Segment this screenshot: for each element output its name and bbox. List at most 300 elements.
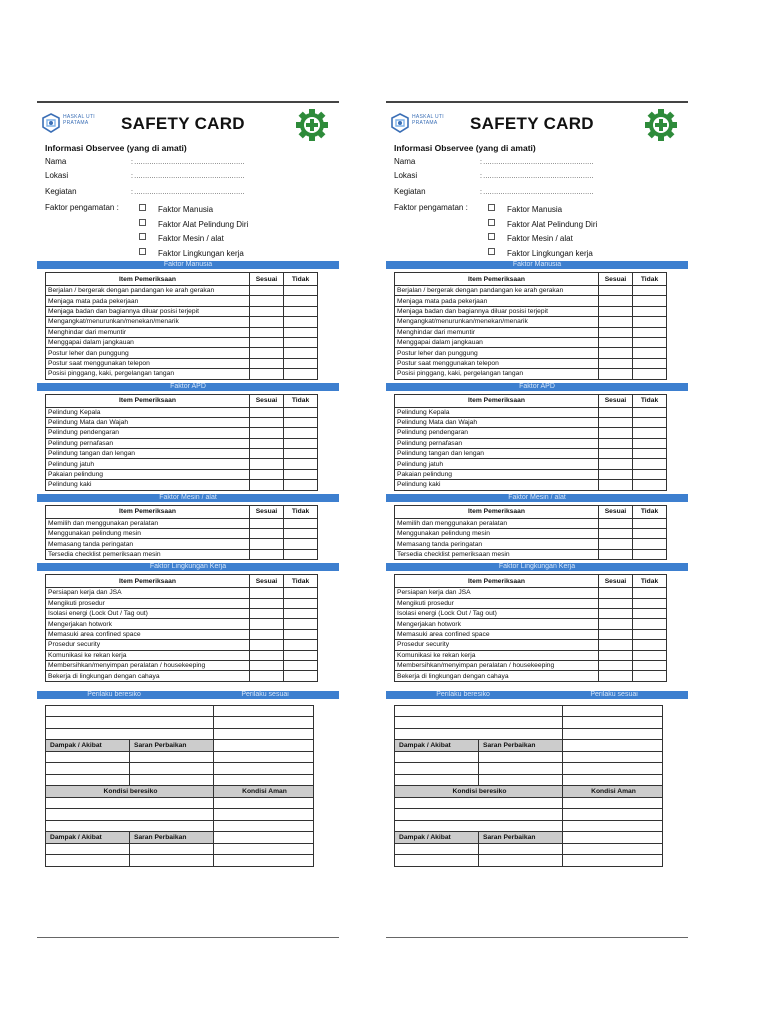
tidak-cell[interactable]	[633, 549, 667, 559]
sesuai-cell[interactable]	[599, 417, 633, 427]
table-row	[395, 286, 667, 296]
table-row	[46, 598, 318, 608]
tidak-cell[interactable]	[284, 286, 318, 296]
sesuai-cell[interactable]	[599, 480, 633, 490]
item-label: Pelindung pendengaran	[46, 428, 250, 438]
grid-cell[interactable]	[46, 855, 130, 867]
table-row	[395, 588, 667, 598]
sesuai-cell[interactable]	[599, 529, 633, 539]
grid-cell[interactable]	[395, 809, 563, 821]
table-row	[395, 650, 667, 660]
tidak-cell[interactable]	[284, 306, 318, 316]
sesuai-cell[interactable]	[250, 588, 284, 598]
checkbox-icon	[139, 219, 146, 226]
sesuai-cell[interactable]	[250, 438, 284, 448]
table-row	[395, 629, 667, 639]
sesuai-cell[interactable]	[250, 629, 284, 639]
checkbox-icon	[488, 233, 495, 240]
sesuai-cell[interactable]	[599, 296, 633, 306]
tidak-cell[interactable]	[633, 317, 667, 327]
field-lokasi[interactable]	[394, 171, 593, 180]
safety-card-left	[37, 101, 339, 938]
sesuai-cell[interactable]	[599, 469, 633, 479]
sesuai-cell[interactable]	[599, 619, 633, 629]
perilaku-beresiko-cell[interactable]	[46, 705, 214, 717]
tidak-cell[interactable]	[284, 317, 318, 327]
sesuai-cell[interactable]	[250, 407, 284, 417]
tidak-cell[interactable]	[633, 629, 667, 639]
col-item-header: Item Pemeriksaan	[395, 273, 599, 286]
tidak-cell[interactable]	[633, 348, 667, 358]
tidak-cell[interactable]	[284, 327, 318, 337]
table-row	[395, 518, 667, 528]
perilaku-sesuai-cell[interactable]	[563, 717, 663, 729]
sesuai-cell[interactable]	[599, 369, 633, 379]
sesuai-cell[interactable]	[599, 660, 633, 670]
grid-cell[interactable]	[479, 855, 563, 867]
table-row	[46, 348, 318, 358]
checkbox-label: Faktor Manusia	[507, 205, 563, 214]
tidak-cell[interactable]	[284, 438, 318, 448]
sesuai-cell[interactable]	[599, 317, 633, 327]
tidak-cell[interactable]	[633, 306, 667, 316]
item-label: Isolasi energi (Lock Out / Tag out)	[46, 608, 250, 618]
checkbox-icon	[488, 204, 495, 211]
tidak-cell[interactable]	[633, 369, 667, 379]
sesuai-cell[interactable]	[250, 619, 284, 629]
dampak-akibat-header: Dampak / Akibat	[395, 832, 479, 844]
item-label: Mengerjakan hotwork	[395, 619, 599, 629]
kondisi-aman-header: Kondisi Aman	[214, 786, 314, 798]
item-label: Pakaian pelindung	[395, 469, 599, 479]
table-row	[46, 629, 318, 639]
tidak-cell[interactable]	[284, 348, 318, 358]
tidak-cell[interactable]	[633, 469, 667, 479]
tidak-cell[interactable]	[284, 417, 318, 427]
col-tidak-header: Tidak	[633, 505, 667, 518]
perilaku-sesuai-cell[interactable]	[214, 728, 314, 740]
col-item-header: Item Pemeriksaan	[395, 394, 599, 407]
grid-cell[interactable]	[395, 797, 563, 809]
sesuai-cell[interactable]	[599, 348, 633, 358]
info-heading: Informasi Observee (yang di amati)	[394, 143, 536, 153]
item-label: Pakaian pelindung	[46, 469, 250, 479]
grid-cell[interactable]	[395, 820, 563, 832]
tidak-cell[interactable]	[633, 539, 667, 549]
sesuai-cell[interactable]	[250, 286, 284, 296]
tidak-cell[interactable]	[284, 358, 318, 368]
tidak-cell[interactable]	[633, 518, 667, 528]
grid-cell[interactable]	[130, 843, 214, 855]
grid-cell[interactable]	[46, 809, 214, 821]
perilaku-beresiko-label: Perilaku beresiko	[87, 690, 141, 698]
grid-cell[interactable]	[479, 774, 563, 786]
checkbox-faktor-mesin[interactable]	[139, 233, 224, 243]
grid-cell[interactable]	[130, 774, 214, 786]
sesuai-cell[interactable]	[250, 608, 284, 618]
item-label: Berjalan / bergerak dengan pandangan ke arah gerakan	[46, 286, 250, 296]
section-band: Faktor Mesin / alat	[386, 494, 688, 502]
sesuai-cell[interactable]	[599, 518, 633, 528]
grid-cell[interactable]	[46, 751, 130, 763]
perilaku-sesuai-cell[interactable]	[563, 705, 663, 717]
grid-cell[interactable]	[479, 751, 563, 763]
perilaku-beresiko-label: Perilaku beresiko	[436, 690, 490, 698]
tidak-cell[interactable]	[284, 629, 318, 639]
sesuai-cell[interactable]	[250, 529, 284, 539]
perilaku-sesuai-cell[interactable]	[563, 728, 663, 740]
grid-cell[interactable]	[563, 763, 663, 775]
col-sesuai-header: Sesuai	[250, 575, 284, 588]
col-item-header: Item Pemeriksaan	[395, 505, 599, 518]
checkbox-faktor-mesin[interactable]	[488, 233, 573, 243]
col-item-header: Item Pemeriksaan	[46, 273, 250, 286]
tidak-cell[interactable]	[284, 407, 318, 417]
col-item-header: Item Pemeriksaan	[46, 505, 250, 518]
sesuai-cell[interactable]	[250, 337, 284, 347]
sesuai-cell[interactable]	[599, 407, 633, 417]
perilaku-beresiko-cell[interactable]	[46, 728, 214, 740]
card-header	[37, 103, 339, 143]
checkbox-label: Faktor Manusia	[158, 205, 214, 214]
grid-cell[interactable]	[46, 820, 214, 832]
item-label: Tersedia checklist pemeriksaan mesin	[46, 549, 250, 559]
sesuai-cell[interactable]	[599, 337, 633, 347]
item-label: Menggunakan pelindung mesin	[395, 529, 599, 539]
tidak-cell[interactable]	[633, 438, 667, 448]
faktor-label: Faktor pengamatan :	[45, 203, 119, 212]
table-row	[395, 529, 667, 539]
table-row	[46, 549, 318, 559]
grid-cell[interactable]	[214, 832, 314, 844]
sesuai-cell[interactable]	[599, 671, 633, 681]
table-row	[395, 640, 667, 650]
item-label: Mengikuti prosedur	[395, 598, 599, 608]
sesuai-cell[interactable]	[599, 428, 633, 438]
item-label: Menjaga mata pada pekerjaan	[395, 296, 599, 306]
tidak-cell[interactable]	[284, 539, 318, 549]
field-label: Kegiatan	[45, 187, 77, 196]
grid-cell[interactable]	[563, 751, 663, 763]
tidak-cell[interactable]	[633, 407, 667, 417]
col-item-header: Item Pemeriksaan	[395, 575, 599, 588]
sesuai-cell[interactable]	[250, 480, 284, 490]
grid-cell[interactable]	[395, 751, 479, 763]
section-band: Faktor APD	[386, 383, 688, 391]
item-label: Menggapai dalam jangkauan	[395, 337, 599, 347]
sesuai-cell[interactable]	[250, 469, 284, 479]
table-header-row	[395, 575, 667, 588]
grid-cell[interactable]	[479, 843, 563, 855]
sesuai-cell[interactable]	[599, 306, 633, 316]
field-kegiatan[interactable]	[394, 187, 593, 196]
grid-cell[interactable]	[563, 843, 663, 855]
sesuai-cell[interactable]	[250, 660, 284, 670]
field-value: : ……………………………………………	[131, 159, 245, 166]
tidak-cell[interactable]	[633, 529, 667, 539]
tidak-cell[interactable]	[284, 619, 318, 629]
tidak-cell[interactable]	[633, 286, 667, 296]
table-header-row	[46, 505, 318, 518]
grid-cell[interactable]	[563, 797, 663, 809]
col-sesuai-header: Sesuai	[250, 394, 284, 407]
item-label: Pelindung Mata dan Wajah	[46, 417, 250, 427]
col-item-header: Item Pemeriksaan	[46, 575, 250, 588]
tidak-cell[interactable]	[284, 650, 318, 660]
sesuai-cell[interactable]	[250, 306, 284, 316]
sesuai-cell[interactable]	[599, 549, 633, 559]
tidak-cell[interactable]	[633, 588, 667, 598]
item-label: Postur leher dan punggung	[395, 348, 599, 358]
grid-cell[interactable]	[214, 740, 314, 752]
sesuai-cell[interactable]	[250, 459, 284, 469]
table-row	[395, 549, 667, 559]
sesuai-cell[interactable]	[599, 286, 633, 296]
table-row	[395, 438, 667, 448]
checkbox-faktor-apd[interactable]	[139, 219, 248, 229]
item-label: Menjaga mata pada pekerjaan	[46, 296, 250, 306]
sesuai-cell[interactable]	[599, 640, 633, 650]
sesuai-cell[interactable]	[599, 608, 633, 618]
item-label: Pelindung pernafasan	[46, 438, 250, 448]
tidak-cell[interactable]	[284, 598, 318, 608]
perilaku-sesuai-label: Perilaku sesuai	[590, 690, 638, 698]
perilaku-sesuai-cell[interactable]	[214, 717, 314, 729]
sesuai-cell[interactable]	[250, 348, 284, 358]
table-row	[46, 358, 318, 368]
tidak-cell[interactable]	[284, 518, 318, 528]
table-row	[46, 588, 318, 598]
checkbox-faktor-apd[interactable]	[488, 219, 597, 229]
tidak-cell[interactable]	[284, 337, 318, 347]
tidak-cell[interactable]	[284, 449, 318, 459]
table-row	[395, 449, 667, 459]
item-label: Menjaga badan dan bagiannya diluar posisi terjepit	[395, 306, 599, 316]
grid-cell[interactable]	[214, 774, 314, 786]
checkbox-faktor-lingkungan[interactable]	[488, 248, 593, 258]
item-label: Postur leher dan punggung	[46, 348, 250, 358]
grid-cell[interactable]	[214, 855, 314, 867]
table-row	[395, 337, 667, 347]
table-row	[46, 369, 318, 379]
grid-cell[interactable]	[214, 763, 314, 775]
grid-cell[interactable]	[395, 763, 479, 775]
grid-cell[interactable]	[563, 774, 663, 786]
sesuai-cell[interactable]	[250, 428, 284, 438]
sesuai-cell[interactable]	[599, 459, 633, 469]
grid-cell[interactable]	[46, 797, 214, 809]
tidak-cell[interactable]	[633, 296, 667, 306]
grid-cell[interactable]	[214, 751, 314, 763]
col-tidak-header: Tidak	[284, 575, 318, 588]
checkbox-faktor-lingkungan[interactable]	[139, 248, 244, 258]
tidak-cell[interactable]	[284, 296, 318, 306]
tidak-cell[interactable]	[633, 417, 667, 427]
section-band: Faktor Lingkungan Kerja	[37, 563, 339, 571]
grid-cell[interactable]	[479, 763, 563, 775]
tidak-cell[interactable]	[284, 428, 318, 438]
item-label: Persiapan kerja dan JSA	[395, 588, 599, 598]
sesuai-cell[interactable]	[250, 296, 284, 306]
table-row	[395, 407, 667, 417]
field-value: : ……………………………………………	[480, 159, 594, 166]
grid-cell[interactable]	[130, 751, 214, 763]
tidak-cell[interactable]	[633, 358, 667, 368]
tidak-cell[interactable]	[284, 608, 318, 618]
sesuai-cell[interactable]	[250, 650, 284, 660]
tidak-cell[interactable]	[633, 327, 667, 337]
tidak-cell[interactable]	[284, 588, 318, 598]
col-tidak-header: Tidak	[633, 394, 667, 407]
field-lokasi[interactable]	[45, 171, 244, 180]
perilaku-beresiko-cell[interactable]	[395, 728, 563, 740]
perilaku-beresiko-cell[interactable]	[395, 717, 563, 729]
table-row	[395, 317, 667, 327]
grid-cell[interactable]	[46, 763, 130, 775]
tidak-cell[interactable]	[284, 660, 318, 670]
grid-cell[interactable]	[563, 820, 663, 832]
field-kegiatan[interactable]	[45, 187, 244, 196]
tidak-cell[interactable]	[284, 640, 318, 650]
perilaku-beresiko-cell[interactable]	[395, 705, 563, 717]
tidak-cell[interactable]	[633, 449, 667, 459]
tidak-cell[interactable]	[633, 337, 667, 347]
perilaku-sesuai-cell[interactable]	[214, 705, 314, 717]
checkbox-label: Faktor Lingkungan kerja	[507, 249, 593, 258]
item-label: Bekerja di lingkungan dengan cahaya	[395, 671, 599, 681]
checkbox-icon	[139, 248, 146, 255]
sesuai-cell[interactable]	[599, 327, 633, 337]
checkbox-icon	[488, 219, 495, 226]
sesuai-cell[interactable]	[599, 539, 633, 549]
tidak-cell[interactable]	[284, 480, 318, 490]
grid-cell[interactable]	[563, 832, 663, 844]
grid-cell[interactable]	[563, 809, 663, 821]
grid-cell[interactable]	[130, 763, 214, 775]
sesuai-cell[interactable]	[250, 417, 284, 427]
sesuai-cell[interactable]	[599, 438, 633, 448]
tidak-cell[interactable]	[284, 671, 318, 681]
tidak-cell[interactable]	[633, 650, 667, 660]
grid-cell[interactable]	[395, 855, 479, 867]
item-label: Prosedur security	[46, 640, 250, 650]
sesuai-cell[interactable]	[250, 671, 284, 681]
grid-cell[interactable]	[130, 855, 214, 867]
grid-cell[interactable]	[214, 820, 314, 832]
table-row	[46, 337, 318, 347]
table-header-row	[46, 273, 318, 286]
section-band: Faktor APD	[37, 383, 339, 391]
tidak-cell[interactable]	[633, 428, 667, 438]
sesuai-cell[interactable]	[250, 539, 284, 549]
sesuai-cell[interactable]	[599, 629, 633, 639]
kondisi-aman-header: Kondisi Aman	[563, 786, 663, 798]
tidak-cell[interactable]	[284, 369, 318, 379]
perilaku-beresiko-cell[interactable]	[46, 717, 214, 729]
sesuai-cell[interactable]	[250, 518, 284, 528]
dampak-akibat-header: Dampak / Akibat	[46, 740, 130, 752]
tidak-cell[interactable]	[633, 459, 667, 469]
sesuai-cell[interactable]	[599, 449, 633, 459]
checkbox-faktor-manusia[interactable]	[139, 204, 213, 214]
field-value: : ……………………………………………	[480, 173, 594, 180]
sesuai-cell[interactable]	[250, 358, 284, 368]
tidak-cell[interactable]	[284, 529, 318, 539]
safety-card-right	[386, 101, 688, 938]
table-header-row	[395, 394, 667, 407]
tidak-cell[interactable]	[633, 671, 667, 681]
item-label: Mengangkat/menurunkan/menekan/menarik	[395, 317, 599, 327]
sesuai-cell[interactable]	[250, 598, 284, 608]
sesuai-cell[interactable]	[599, 598, 633, 608]
checklist-table	[45, 394, 318, 491]
tidak-cell[interactable]	[284, 549, 318, 559]
field-nama[interactable]	[394, 157, 593, 166]
checkbox-faktor-manusia[interactable]	[488, 204, 562, 214]
sesuai-cell[interactable]	[250, 327, 284, 337]
col-sesuai-header: Sesuai	[250, 273, 284, 286]
saran-perbaikan-header: Saran Perbaikan	[130, 740, 214, 752]
remarks-grid	[45, 705, 314, 867]
sesuai-cell[interactable]	[250, 317, 284, 327]
section-band: Faktor Manusia	[37, 261, 339, 269]
tidak-cell[interactable]	[633, 660, 667, 670]
sesuai-cell[interactable]	[250, 640, 284, 650]
remarks-grid	[394, 705, 663, 867]
grid-cell[interactable]	[46, 774, 130, 786]
grid-cell[interactable]	[563, 740, 663, 752]
tidak-cell[interactable]	[633, 640, 667, 650]
grid-cell[interactable]	[395, 774, 479, 786]
table-row	[395, 358, 667, 368]
table-header-row	[395, 505, 667, 518]
item-label: Memasuki area confined space	[46, 629, 250, 639]
field-nama[interactable]	[45, 157, 244, 166]
checkbox-label: Faktor Lingkungan kerja	[158, 249, 244, 258]
observee-info	[386, 143, 688, 261]
table-row	[46, 660, 318, 670]
field-value: : ……………………………………………	[131, 173, 245, 180]
checklist-table	[394, 505, 667, 561]
grid-cell[interactable]	[214, 809, 314, 821]
faktor-label: Faktor pengamatan :	[394, 203, 468, 212]
sesuai-cell[interactable]	[599, 650, 633, 660]
grid-cell[interactable]	[214, 843, 314, 855]
sesuai-cell[interactable]	[250, 369, 284, 379]
tidak-cell[interactable]	[633, 480, 667, 490]
sesuai-cell[interactable]	[599, 588, 633, 598]
grid-cell[interactable]	[395, 843, 479, 855]
table-row	[46, 317, 318, 327]
grid-cell[interactable]	[214, 797, 314, 809]
item-label: Pelindung pernafasan	[395, 438, 599, 448]
tidak-cell[interactable]	[633, 619, 667, 629]
table-row	[46, 469, 318, 479]
sesuai-cell[interactable]	[250, 549, 284, 559]
perilaku-band	[37, 691, 339, 699]
sesuai-cell[interactable]	[599, 358, 633, 368]
sesuai-cell[interactable]	[250, 449, 284, 459]
tidak-cell[interactable]	[633, 608, 667, 618]
dampak-akibat-header: Dampak / Akibat	[395, 740, 479, 752]
tidak-cell[interactable]	[284, 469, 318, 479]
item-label: Pelindung pendengaran	[395, 428, 599, 438]
saran-perbaikan-header: Saran Perbaikan	[479, 740, 563, 752]
tidak-cell[interactable]	[633, 598, 667, 608]
tidak-cell[interactable]	[284, 459, 318, 469]
grid-cell[interactable]	[46, 843, 130, 855]
grid-cell[interactable]	[563, 855, 663, 867]
